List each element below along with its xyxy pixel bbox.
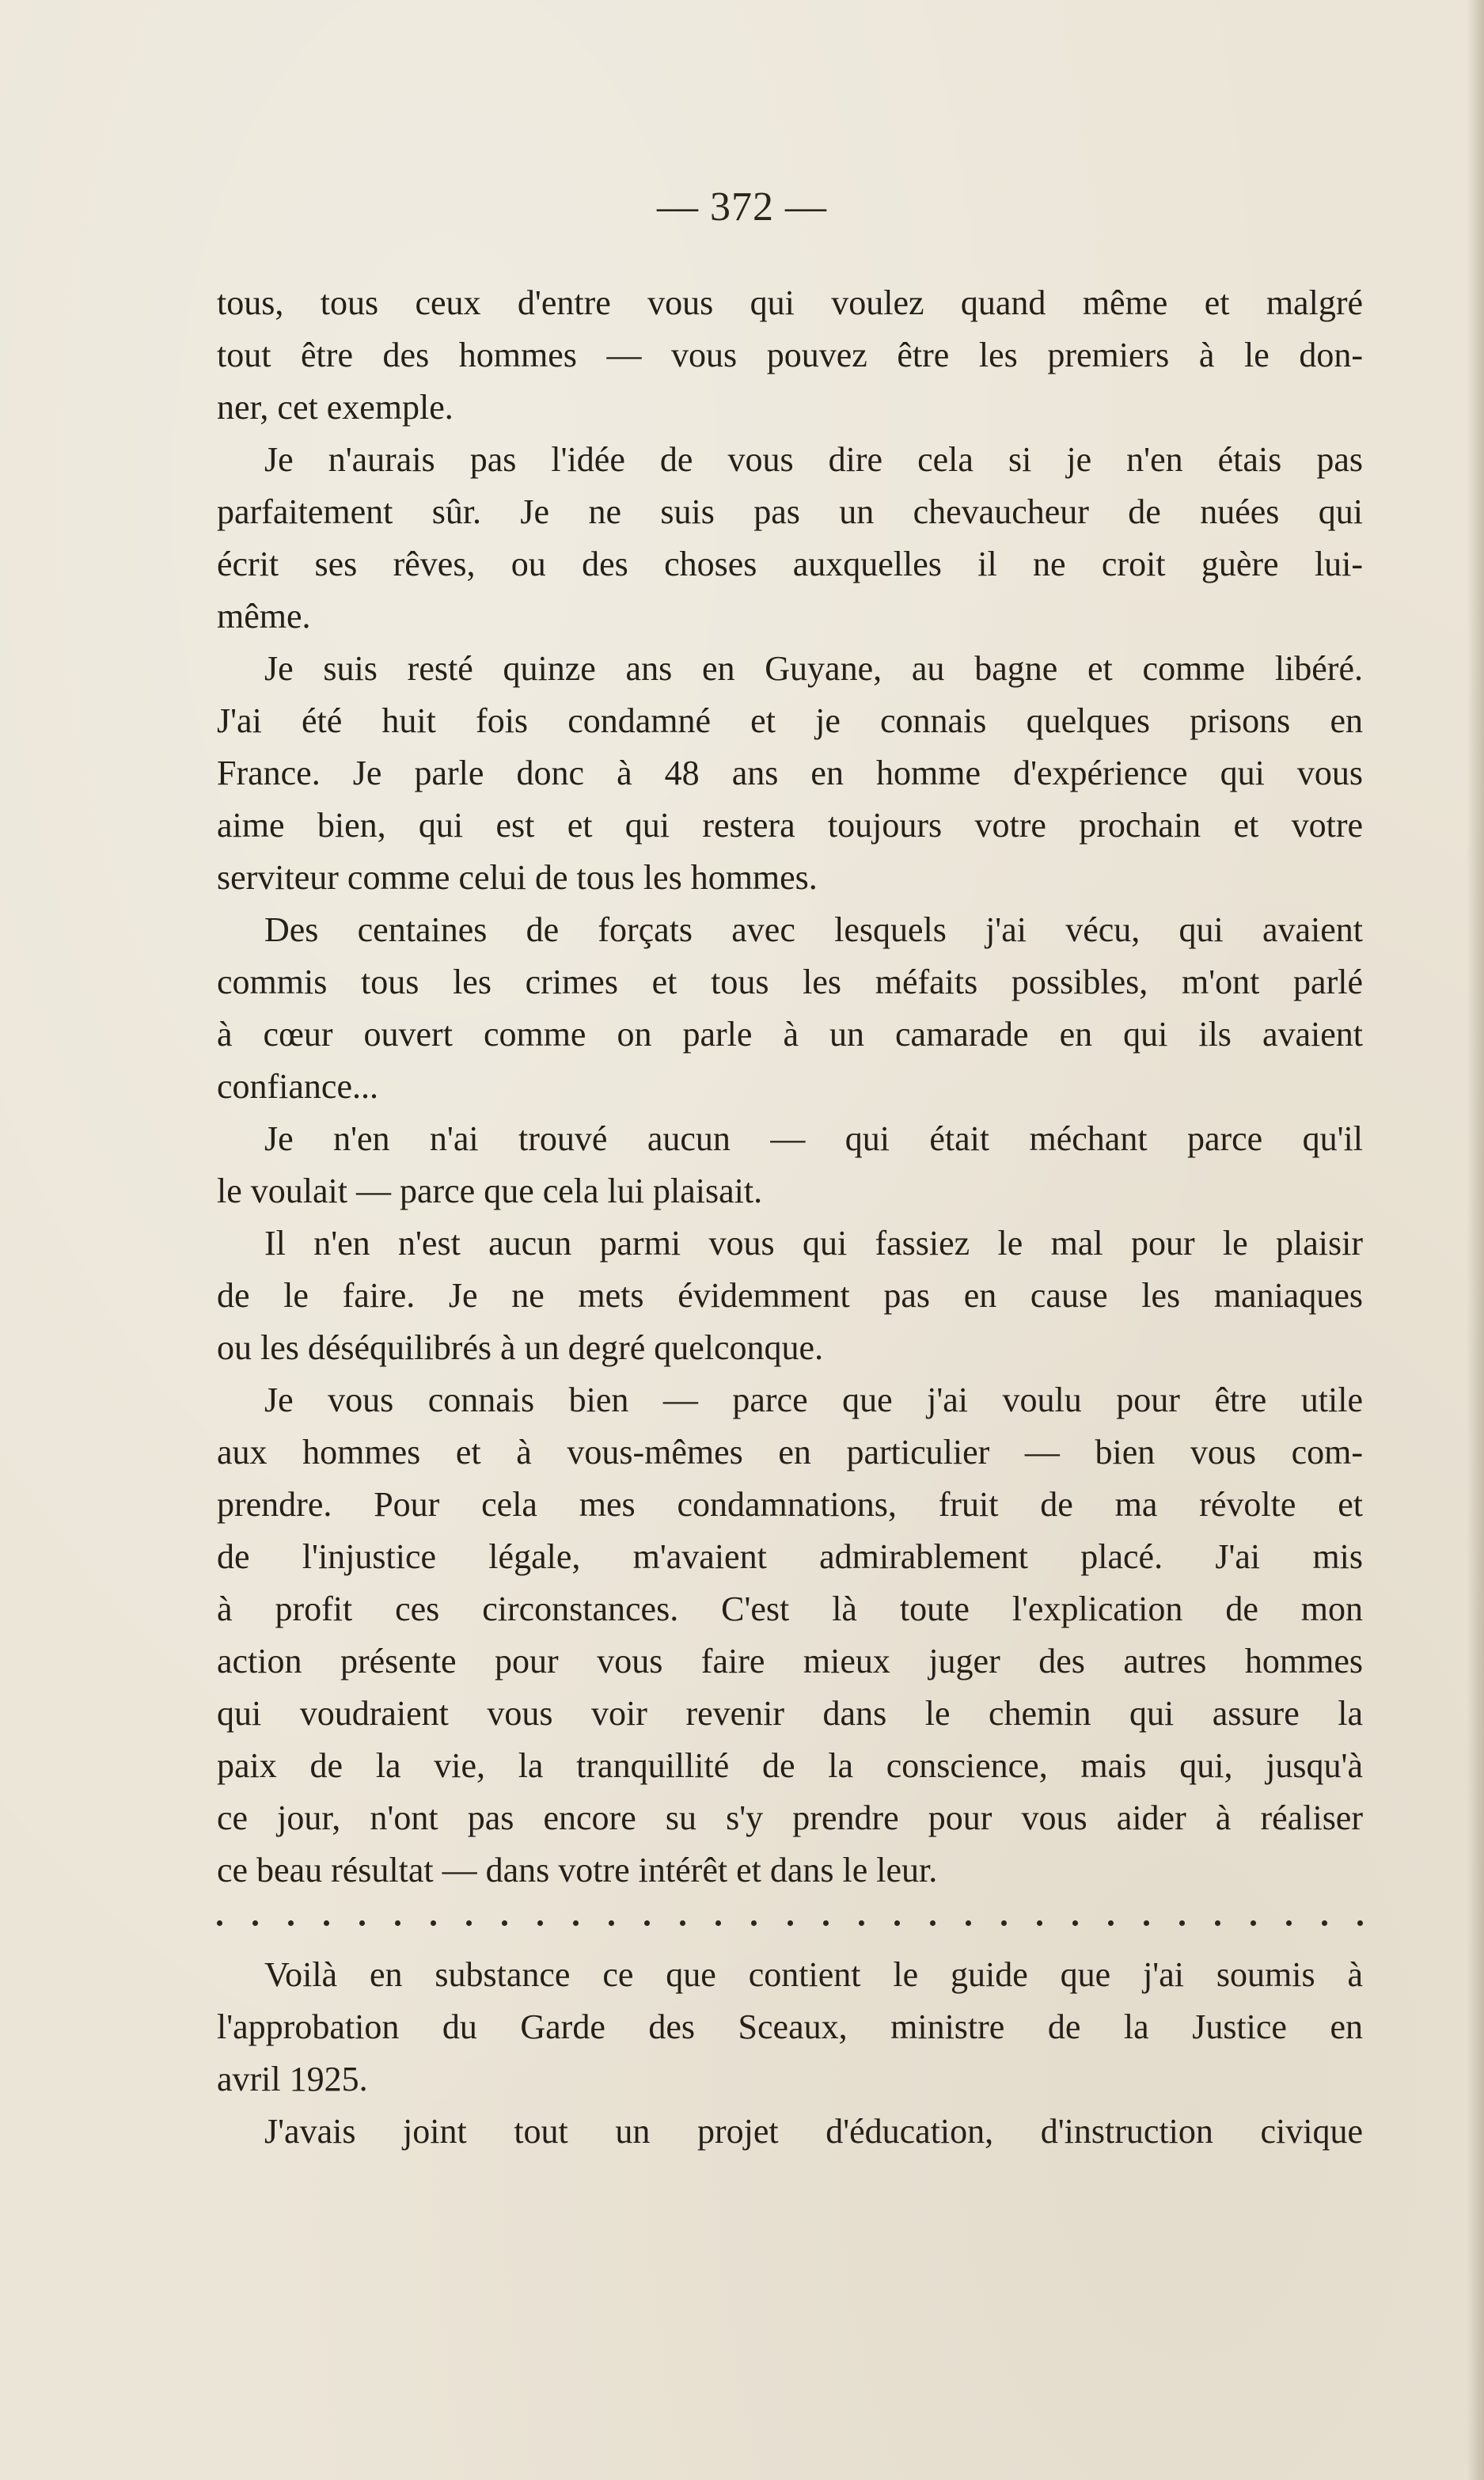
text-line: à profit ces circonstances. C'est là toute l'explication de mon [217, 1589, 1363, 1628]
text-line: à cœur ouvert comme on parle à un camarade en qui ils avaient [217, 1015, 1363, 1054]
page-edge-shadow [1467, 0, 1484, 2480]
text-line: aux hommes et à vous-mêmes en particulier — bien vous com- [217, 1433, 1363, 1472]
text-line: Je vous connais bien — parce que j'ai voulu pour être utile [264, 1381, 1363, 1419]
text-line: ou les déséquilibrés à un degré quelconque. [217, 1328, 824, 1367]
text-line: ce beau résultat — dans votre intérêt et dans le leur. [217, 1851, 938, 1889]
text-line: France. Je parle donc à 48 ans en homme d'expérience qui vous [217, 754, 1363, 792]
text-line: même. [217, 597, 311, 636]
text-line: ner, cet exemple. [217, 388, 454, 427]
text-line: paix de la vie, la tranquillité de la conscience, mais qui, jusqu'à [217, 1746, 1363, 1785]
text-line: prendre. Pour cela mes condamnations, fruit de ma révolte et [217, 1485, 1363, 1524]
text-line: tout être des hommes — vous pouvez être les premiers à le don- [217, 336, 1363, 374]
dot-separator [217, 1897, 1363, 1949]
text-line: qui voudraient vous voir revenir dans le chemin qui assure la [217, 1694, 1363, 1733]
text-line: serviteur comme celui de tous les hommes. [217, 858, 818, 897]
text-line: avril 1925. [217, 2060, 368, 2098]
text-line: de le faire. Je ne mets évidemment pas en cause les maniaques [217, 1276, 1363, 1315]
text-line: J'ai été huit fois condamné et je connais quelques prisons en [217, 701, 1363, 740]
text-line: ce jour, n'ont pas encore su s'y prendre pour vous aider à réaliser [217, 1798, 1363, 1837]
text-line: le voulait — parce que cela lui plaisait. [217, 1172, 763, 1210]
text-line: confiance... [217, 1067, 378, 1106]
text-line: commis tous les crimes et tous les méfaits possibles, m'ont parlé [217, 963, 1363, 1001]
text-line: tous, tous ceux d'entre vous qui voulez quand même et malgré [217, 283, 1363, 322]
text-line: aime bien, qui est et qui restera toujours votre prochain et votre [217, 806, 1363, 845]
text-line: Voilà en substance ce que contient le guide que j'ai soumis à [264, 1955, 1363, 1994]
text-line: J'avais joint tout un projet d'éducation, d'instruction civique [264, 2112, 1363, 2151]
text-line: de l'injustice légale, m'avaient admirablement placé. J'ai mis [217, 1537, 1363, 1576]
text-line: action présente pour vous faire mieux juger des autres hommes [217, 1642, 1363, 1681]
text-line: Je n'en n'ai trouvé aucun — qui était méchant parce qu'il [264, 1119, 1363, 1158]
text-line: Il n'en n'est aucun parmi vous qui fassiez le mal pour le plaisir [264, 1224, 1363, 1263]
text-line: Des centaines de forçats avec lesquels j'ai vécu, qui avaient [264, 910, 1363, 949]
text-line: écrit ses rêves, ou des choses auxquelles il ne croit guère lui- [217, 545, 1363, 583]
page-number: — 372 — [657, 184, 827, 230]
text-line: parfaitement sûr. Je ne suis pas un chevaucheur de nuées qui [217, 492, 1363, 531]
body-text [217, 277, 1363, 2158]
text-line: Je suis resté quinze ans en Guyane, au bagne et comme libéré. [264, 649, 1363, 688]
text-line: l'approbation du Garde des Sceaux, ministre de la Justice en [217, 2007, 1363, 2046]
text-line: Je n'aurais pas l'idée de vous dire cela si je n'en étais pas [264, 440, 1363, 479]
